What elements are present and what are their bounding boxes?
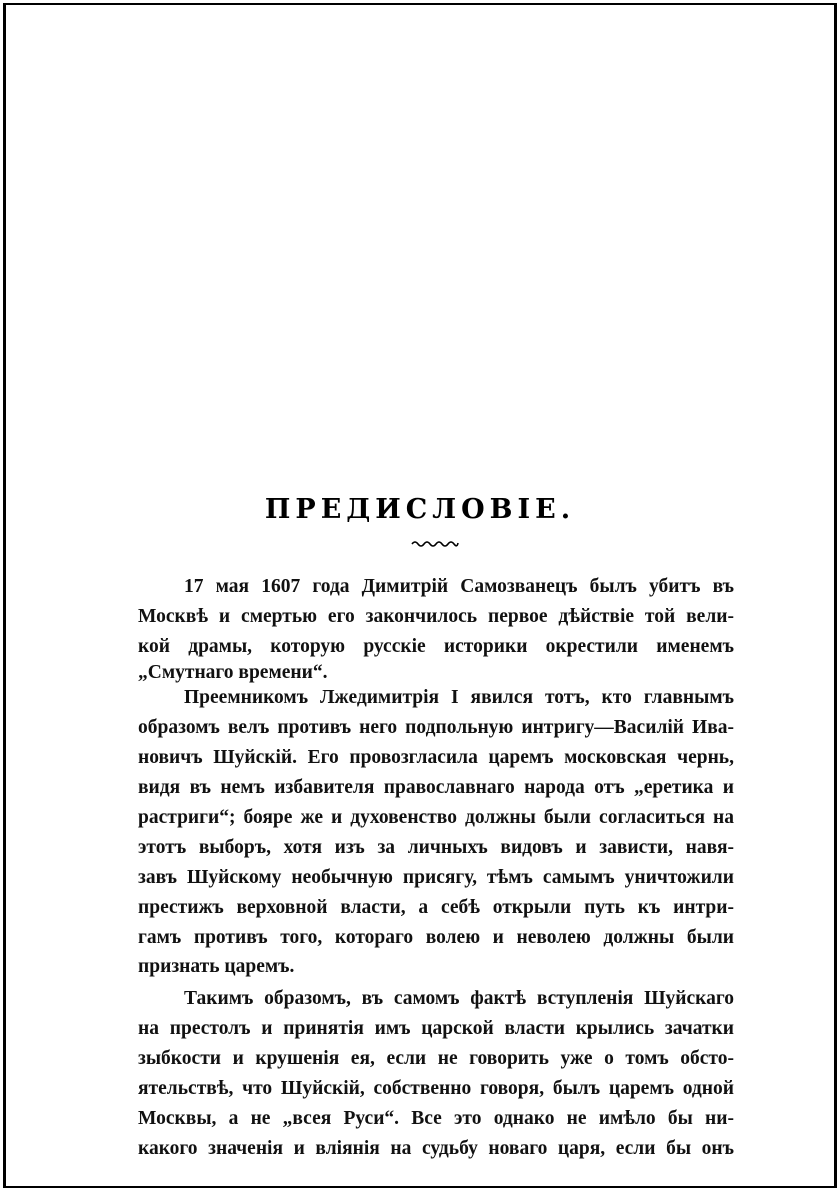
text-line: растриги“; бояре же и духовенство должны были согласиться на: [138, 807, 734, 828]
wavy-rule-ornament: [411, 538, 459, 548]
text-line: „Смутнаго времени“.: [138, 662, 328, 683]
text-line: образомъ велъ противъ него подпольную интригу—Василій Ива-: [138, 717, 734, 738]
text-line: гамъ противъ того, котораго волею и неволею должны были: [138, 927, 734, 948]
text-line: новичъ Шуйскій. Его провозгласила царемъ московская чернь,: [138, 747, 734, 768]
text-line: завъ Шуйскому необычную присягу, тѣмъ самымъ уничтожили: [138, 867, 734, 888]
text-line: Москвы, а не „всея Руси“. Все это однако не имѣло бы ни-: [138, 1108, 734, 1129]
text-line: 17 мая 1607 года Димитрій Самозванецъ былъ убитъ въ: [184, 576, 734, 597]
text-line: Преемникомъ Лжедимитрія I явился тотъ, кто главнымъ: [184, 687, 734, 708]
text-line: какого значенія и вліянія на судьбу новаго царя, если бы онъ: [138, 1138, 734, 1159]
text-line: престижъ верховной власти, а себѣ открыли путь къ интри-: [138, 897, 734, 918]
text-line: кой драмы, которую русскіе историки окрестили именемъ: [138, 636, 734, 657]
text-line: ятельствѣ, что Шуйскій, собственно говоря, былъ царемъ одной: [138, 1078, 734, 1099]
text-line: зыбкости и крушенія ея, если не говорить уже о томъ обсто-: [138, 1048, 734, 1069]
text-line: Москвѣ и смертью его закончилось первое дѣйствіе той вели-: [138, 606, 734, 627]
text-line: этотъ выборъ, хотя изъ за личныхъ видовъ и зависти, навя-: [138, 837, 734, 858]
text-line: видя въ немъ избавителя православнаго народа отъ „еретика и: [138, 777, 734, 798]
chapter-heading: ПРЕДИСЛОВІЕ.: [264, 494, 576, 525]
text-line: признать царемъ.: [138, 956, 295, 977]
text-line: Такимъ образомъ, въ самомъ фактѣ вступленія Шуйскаго: [184, 988, 734, 1009]
text-line: на престолъ и принятія имъ царской власти крылись зачатки: [138, 1018, 734, 1039]
